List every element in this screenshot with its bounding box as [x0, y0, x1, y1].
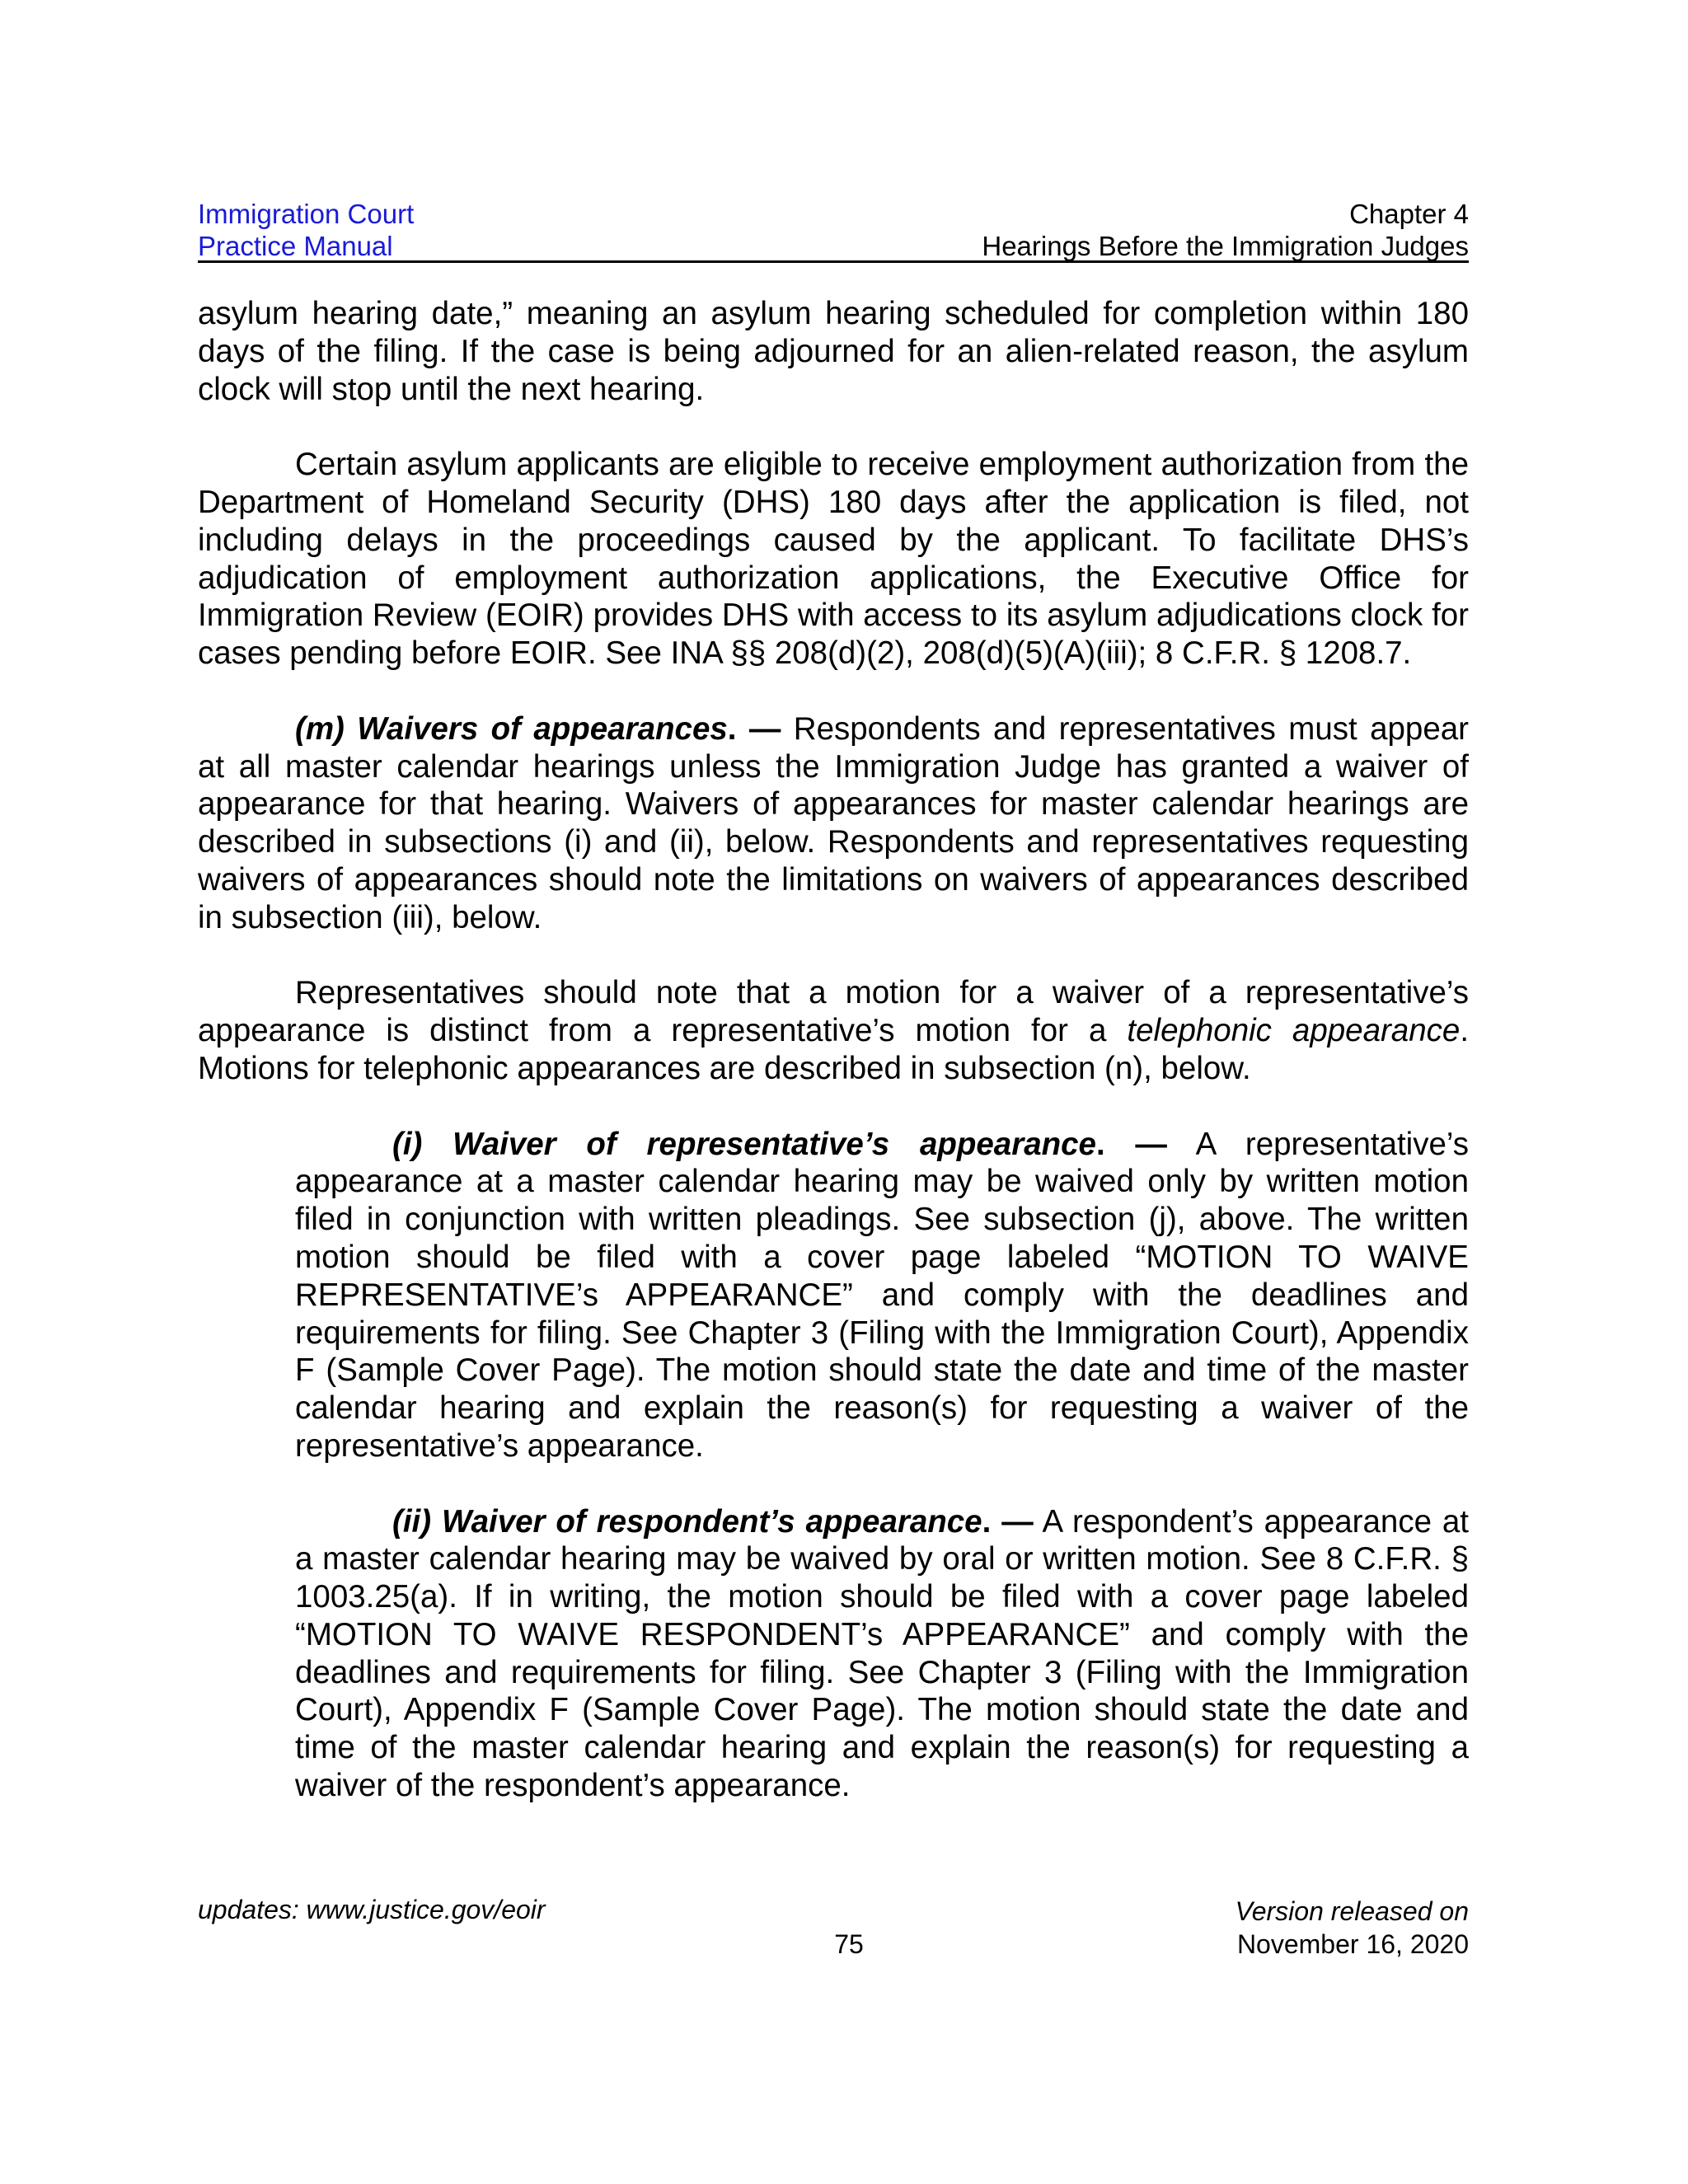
- subsection-ii-respondent-waiver: [295, 1503, 1469, 1805]
- paragraph-text: Respondents and representatives must appear at all master calendar hearings unless the Immigration Judge has granted a waiver of appearance for that hearing. Waivers of appearances for master calendar hearings are described in subsections (i) and (ii), below. Respondents and representatives requesting waivers of appearances should note the limitations on waivers of appearances described in subsection (iii), below.: [198, 710, 1469, 935]
- paragraph-telephonic-appearance-note: [198, 974, 1469, 1087]
- header-left-line1: Immigration Court: [198, 199, 415, 229]
- paragraph-text: . Motions for telephonic appearances are described in subsection (n), below.: [198, 1013, 1470, 1086]
- page-header: [198, 198, 1469, 263]
- section-heading: (m) Waivers of appearances: [295, 710, 728, 747]
- header-left-line2: Practice Manual: [198, 231, 393, 261]
- paragraph-text: A respondent’s appearance at a master calendar hearing may be waived by oral or written motion. See 8 C.F.R. § 1003.25(a). If in writing, the motion should be filed with a cover page labeled “MOTION TO WAIVE RESPONDENT’s APPEARANCE” and comply with the deadlines and requirements for filing. See Chapter 3 (Filing with the Immigration Court), Appendix F (Sample Cover Page). The motion should state the date and time of the master calendar hearing and explain the reason(s) for requesting a waiver of the respondent’s appearance.: [295, 1503, 1470, 1804]
- emphasis-text: telephonic appearance: [1127, 1013, 1461, 1049]
- page-body: [198, 295, 1469, 1843]
- footer-version: [1236, 1895, 1469, 1961]
- subsection-heading-separator: . —: [982, 1503, 1034, 1540]
- paragraph-text: A representative’s appearance at a master calendar hearing may be waived only by written motion filed in conjunction with written pleadings. See subsection (j), above. The written motion should be filed with a cover page labeled “MOTION TO WAIVE REPRESENTATIVE’s APPEARANCE” and comply with the deadlines and requirements for filing. See Chapter 3 (Filing with the Immigration Court), Appendix F (Sample Cover Page). The motion should state the date and time of the master calendar hearing and explain the reason(s) for requesting a waiver of the representative’s appearance.: [295, 1126, 1469, 1464]
- header-right-line1: Chapter 4: [1349, 199, 1469, 229]
- paragraph-employment-authorization: [198, 446, 1469, 673]
- paragraph-text: asylum hearing date,” meaning an asylum hearing scheduled for completion within 180 days of the filing. If the case is being adjourned for an alien-related reason, the asylum clock will stop until the next hearing.: [198, 296, 1469, 407]
- header-manual-title: [198, 198, 414, 262]
- subsection-heading-separator: . —: [1095, 1126, 1167, 1162]
- page-number: 75: [834, 1929, 864, 1959]
- header-chapter-title: [982, 198, 1469, 262]
- section-heading-separator: . —: [727, 710, 781, 747]
- subsection-heading: (ii) Waiver of respondent’s appearance: [392, 1503, 982, 1540]
- footer-version-date: November 16, 2020: [1236, 1929, 1469, 1959]
- subsection-heading: (i) Waiver of representative’s appearance: [392, 1126, 1096, 1162]
- paragraph-text: Representatives should note that a motion for a waiver of a representative’s appearance is distinct from a representative’s motion for a: [198, 975, 1469, 1049]
- section-m-waivers-of-appearances: [198, 710, 1469, 937]
- footer-updates-link: updates: www.justice.gov/eoir: [198, 1895, 546, 1924]
- subsection-i-representative-waiver: [295, 1126, 1469, 1465]
- paragraph-asylum-clock-continued: [198, 295, 1469, 408]
- paragraph-text: Certain asylum applicants are eligible to receive employment authorization from the Department of Homeland Security (DHS) 180 days after the application is filed, not including delays in the proceedings caused by the applicant. To facilitate DHS’s adjudication of employment authorization applications, the Executive Office for Immigration Review (EOIR) provides DHS with access to its asylum adjudications clock for cases pending before EOIR. See INA §§ 208(d)(2), 208(d)(5)(A)(iii); 8 C.F.R. § 1208.7.: [198, 447, 1469, 672]
- footer-version-label: Version released on: [1235, 1896, 1469, 1926]
- header-right-line2: Hearings Before the Immigration Judges: [982, 231, 1469, 261]
